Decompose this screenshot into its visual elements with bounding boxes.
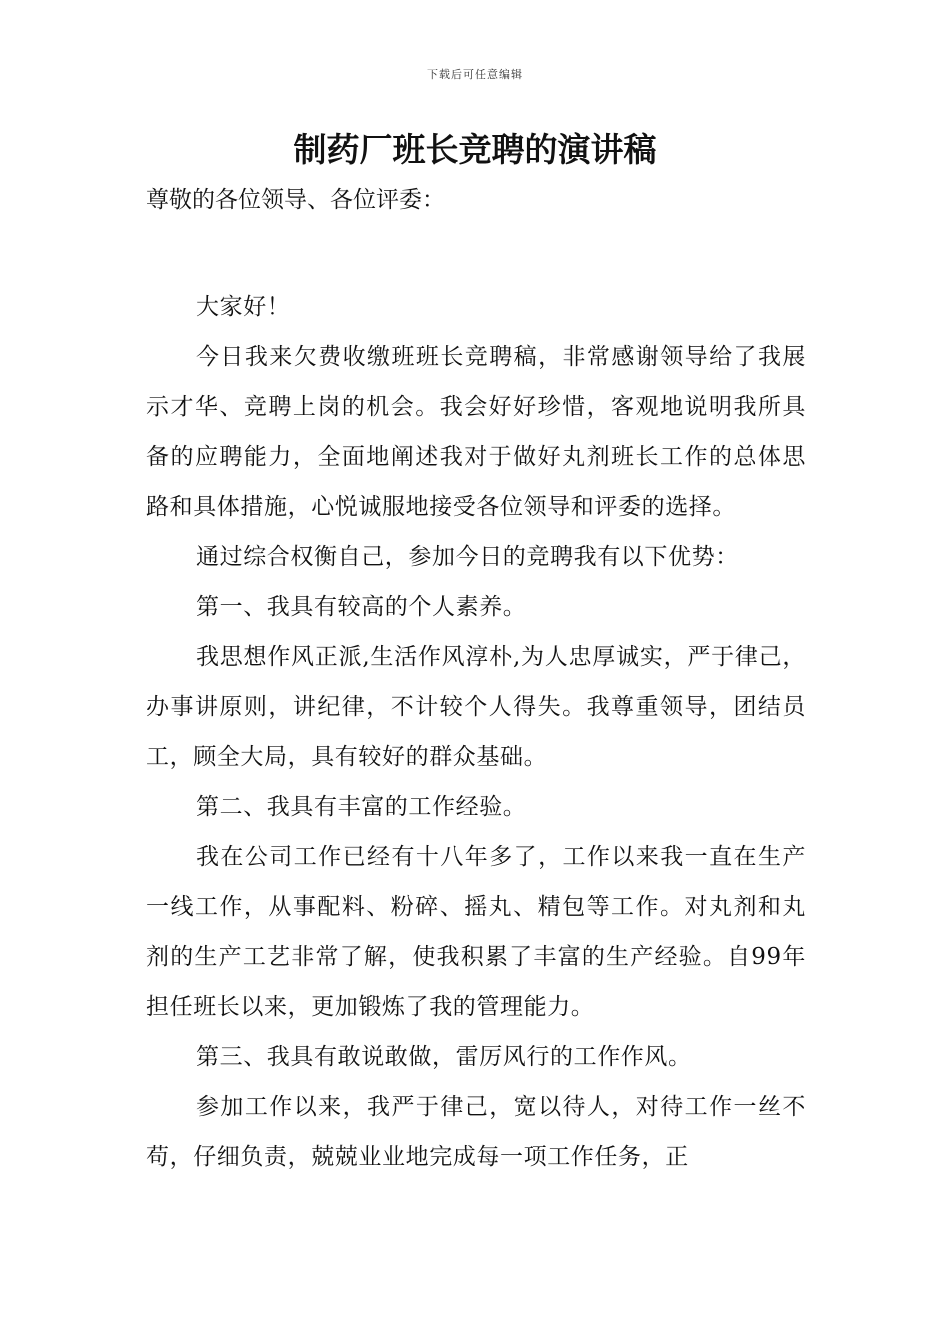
paragraph-advantages-lead: 通过综合权衡自己，参加今日的竞聘我有以下优势： xyxy=(196,544,739,570)
paragraph-intro: 今日我来欠费收缴班班长竞聘稿，非常感谢领导给了我展示才华、竞聘上岗的机会。我会好好珍惜，客观地说明我所具备的应聘能力，全面地阐述我对于做好丸剂班长工作的总体思路和具体措施，心悦诚服地接受各位领导和评委的选择。 xyxy=(146,344,806,520)
document-body xyxy=(146,282,806,1182)
paragraph-heading-2: 第二、我具有丰富的工作经验。 xyxy=(196,794,527,820)
paragraph-heading-3: 第三、我具有敢说敢做，雷厉风行的工作作风。 xyxy=(196,1044,692,1070)
header-note: 下载后可任意编辑 xyxy=(427,68,523,81)
paragraph-body-3: 参加工作以来，我严于律己，宽以待人，对待工作一丝不苟，仔细负责，兢兢业业地完成每一项工作任务，正 xyxy=(146,1094,806,1170)
paragraph-greeting: 大家好！ xyxy=(196,294,291,320)
paragraph-body-1: 我思想作风正派,生活作风淳朴,为人忠厚诚实，严于律己，办事讲原则，讲纪律，不计较个人得失。我尊重领导，团结员工，顾全大局，具有较好的群众基础。 xyxy=(146,644,806,770)
salutation: 尊敬的各位领导、各位评委： xyxy=(146,187,445,213)
paragraph-heading-1: 第一、我具有较高的个人素养。 xyxy=(196,594,527,620)
page-title: 制药厂班长竞聘的演讲稿 xyxy=(293,130,657,169)
paragraph-body-2: 我在公司工作已经有十八年多了，工作以来我一直在生产一线工作，从事配料、粉碎、摇丸、精包等工作。对丸剂和丸剂的生产工艺非常了解，使我积累了丰富的生产经验。自99年担任班长以来，更加锻炼了我的管理能力。 xyxy=(146,844,806,1020)
